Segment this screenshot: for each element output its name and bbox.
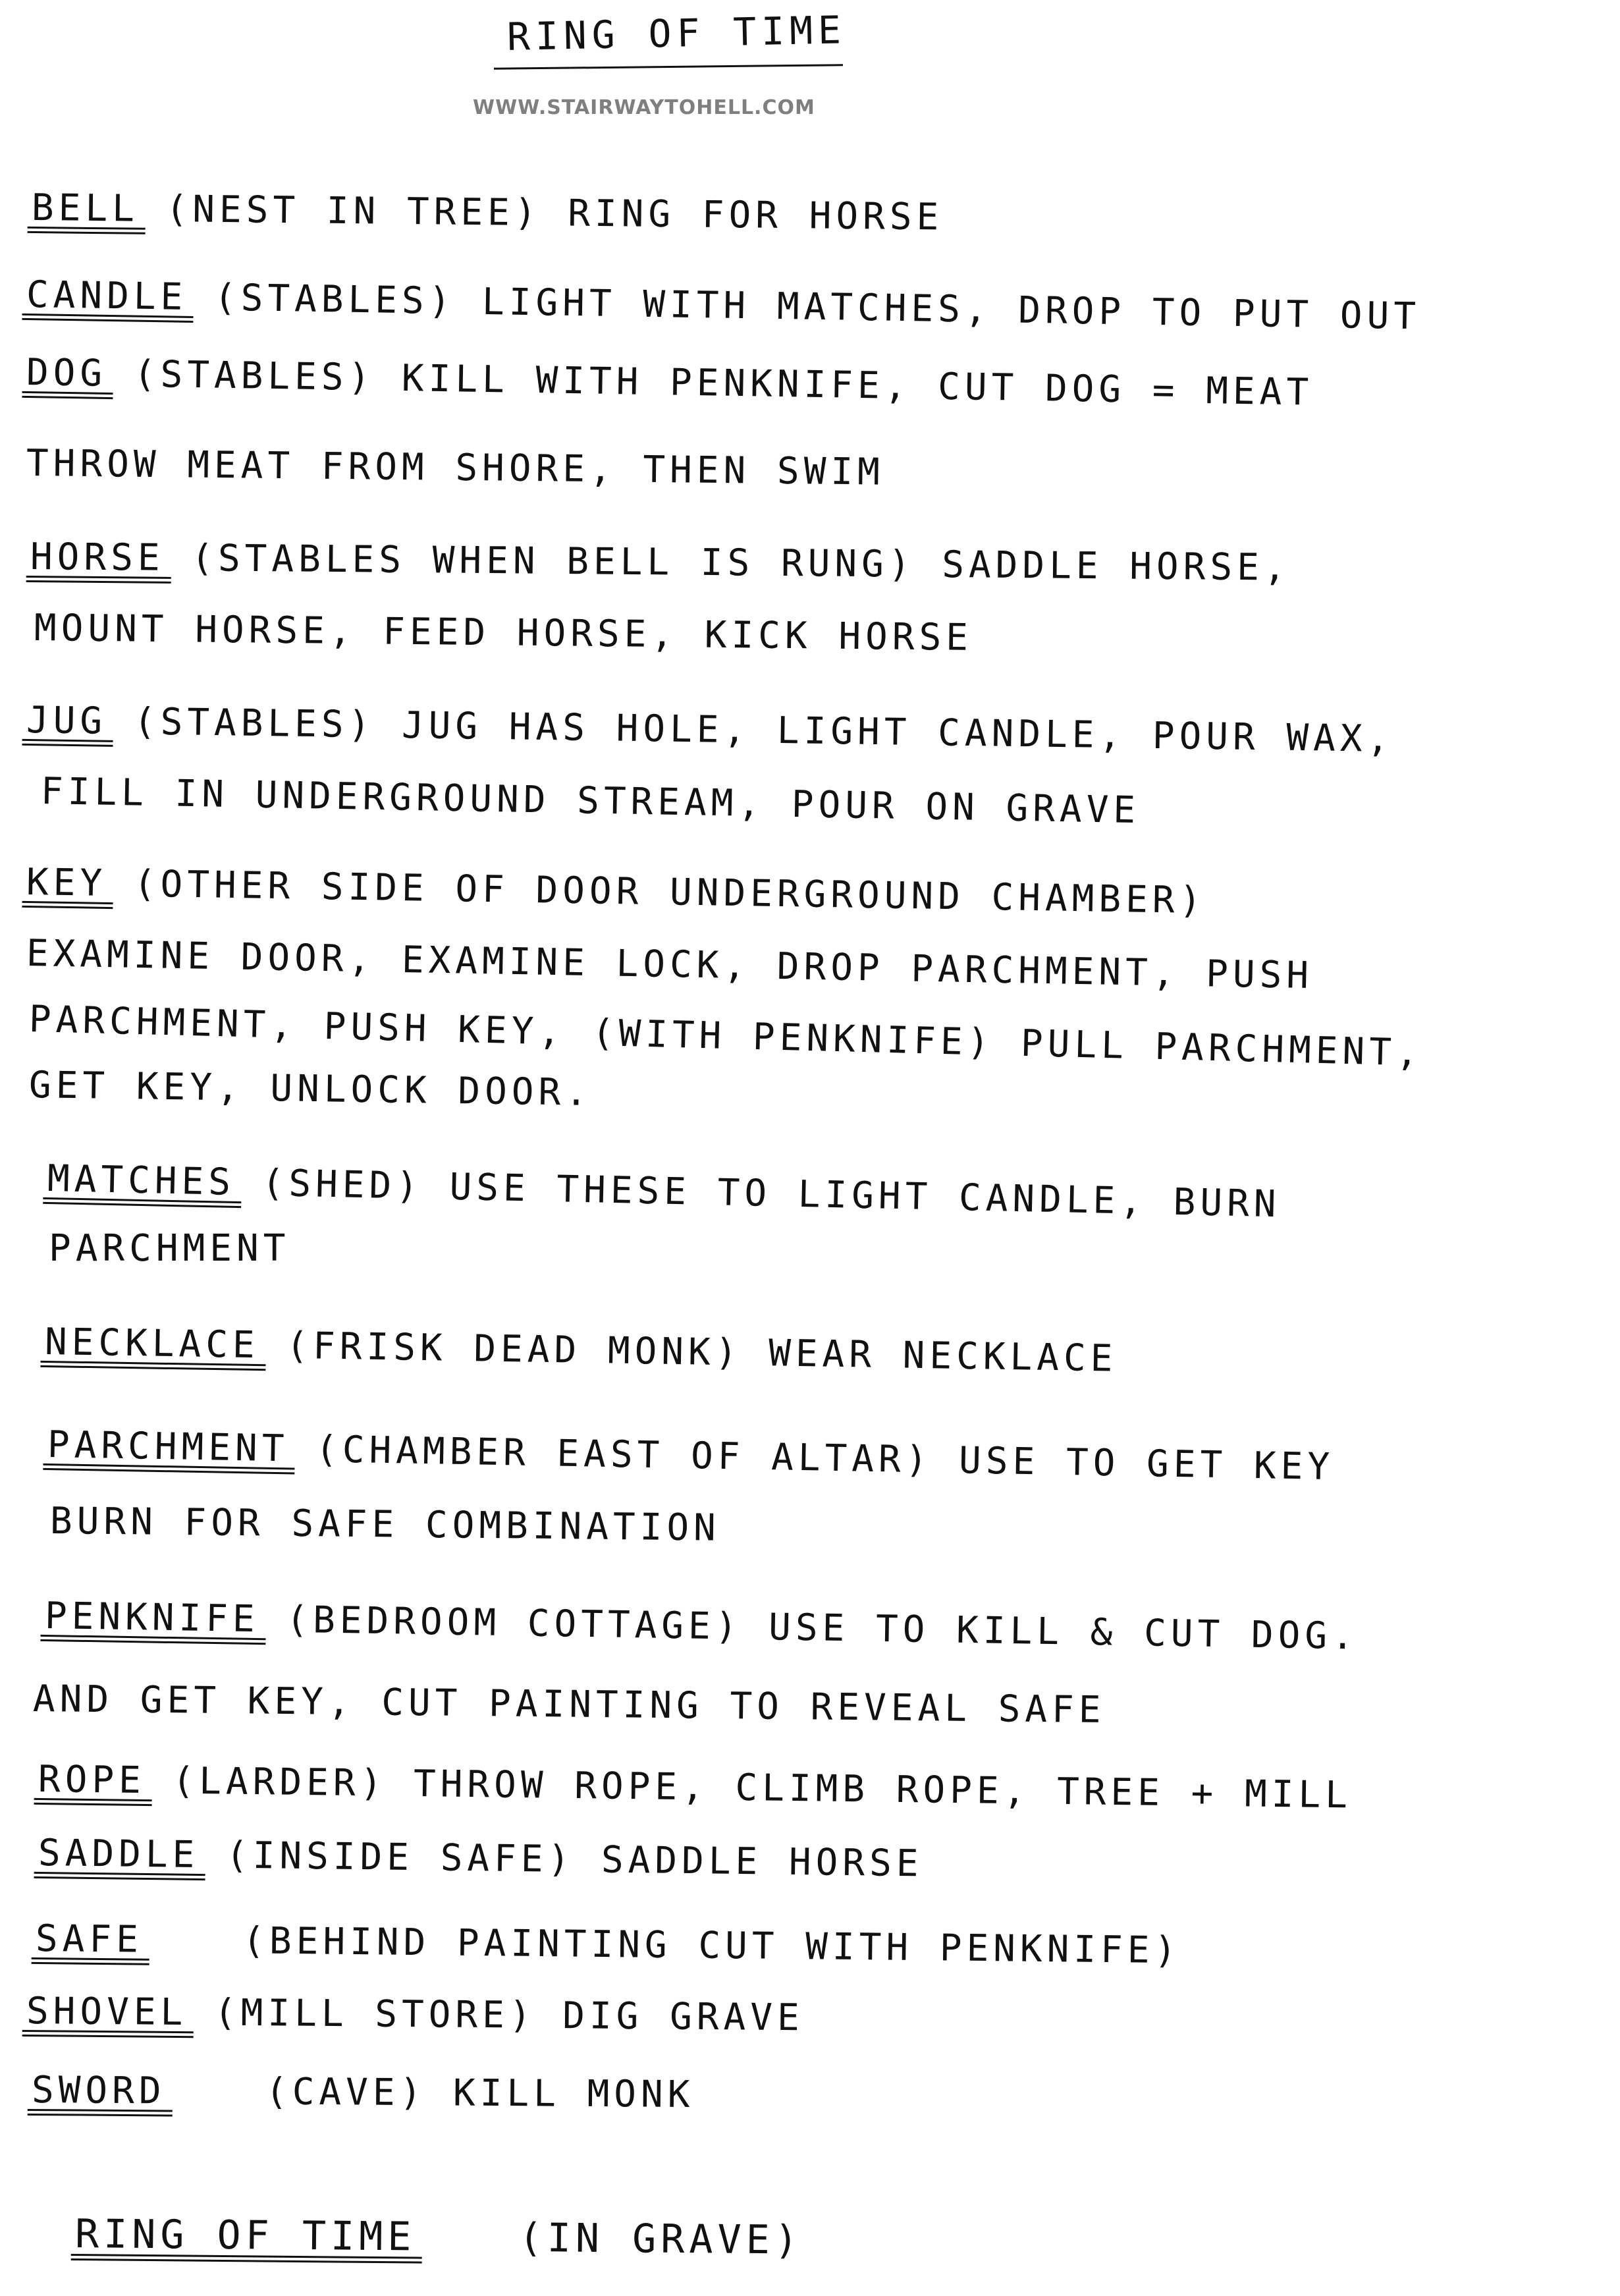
- entry-detail: (BEDROOM COTTAGE) USE TO KILL & CUT DOG.: [285, 1598, 1359, 1658]
- entry-detail: (SHED) USE THESE TO LIGHT CANDLE, BURN: [261, 1161, 1282, 1226]
- entry-term: RING OF TIME: [74, 2211, 416, 2260]
- website-watermark: WWW.STAIRWAYTOHELL.COM: [473, 96, 815, 119]
- entry-saddle: [38, 1832, 923, 1886]
- entry-rope: [38, 1758, 1353, 1817]
- entry-detail: (LARDER) THROW ROPE, CLIMB ROPE, TREE + MILL: [172, 1759, 1353, 1817]
- entry-dog-line-2: THROW MEAT FROM SHORE, THEN SWIM: [26, 442, 885, 494]
- entry-term: ROPE: [38, 1758, 146, 1802]
- entry-key-line-3: PARCHMENT, PUSH KEY, (WITH PENKNIFE) PULL PARCHMENT,: [28, 998, 1424, 1075]
- entry-detail: (STABLES) KILL WITH PENKNIFE, CUT DOG = MEAT: [133, 352, 1314, 414]
- entry-matches: [47, 1157, 1282, 1226]
- entry-bell: [31, 186, 944, 239]
- entry-key: [26, 861, 1206, 923]
- entry-horse: [30, 535, 1291, 589]
- entry-safe: [35, 1917, 1181, 1973]
- entry-parchment: [47, 1423, 1335, 1489]
- entry-detail: (CHAMBER EAST OF ALTAR) USE TO GET KEY: [315, 1428, 1335, 1489]
- entry-detail: (STABLES) JUG HAS HOLE, LIGHT CANDLE, POUR WAX,: [133, 700, 1394, 761]
- entry-term: HORSE: [30, 535, 165, 580]
- entry-key-line-4: GET KEY, UNLOCK DOOR.: [28, 1064, 593, 1114]
- entry-detail: (BEHIND PAINTING CUT WITH PENKNIFE): [242, 1919, 1181, 1973]
- entry-sword: [31, 2069, 695, 2117]
- entry-jug: [26, 699, 1394, 761]
- entry-ring-of-time: [74, 2211, 803, 2264]
- entry-penknife-line-2: AND GET KEY, CUT PAINTING TO REVEAL SAFE: [32, 1678, 1106, 1732]
- title-underline: [494, 64, 843, 70]
- entry-term: DOG: [26, 351, 107, 395]
- page-title: RING OF TIME: [506, 7, 847, 59]
- entry-detail: (CAVE) KILL MONK: [265, 2070, 695, 2117]
- entry-penknife: [44, 1595, 1359, 1658]
- entry-term: PENKNIFE: [44, 1595, 260, 1641]
- entry-parchment-line-2: BURN FOR SAFE COMBINATION: [49, 1500, 721, 1550]
- entry-detail: (OTHER SIDE OF DOOR UNDERGROUND CHAMBER): [133, 862, 1206, 923]
- entry-candle: [26, 273, 1421, 339]
- entry-term: MATCHES: [47, 1157, 236, 1204]
- entry-detail: (STABLES WHEN BELL IS RUNG) SADDLE HORSE,: [191, 537, 1291, 589]
- entry-key-line-2: EXAMINE DOOR, EXAMINE LOCK, DROP PARCHMENT, PUSH: [26, 932, 1314, 998]
- entry-term: SADDLE: [38, 1832, 200, 1876]
- entry-detail: (FRISK DEAD MONK) WEAR NECKLACE: [285, 1324, 1118, 1380]
- entry-horse-line-2: MOUNT HORSE, FEED HORSE, KICK HORSE: [34, 607, 973, 659]
- entry-term: JUG: [26, 699, 107, 743]
- entry-term: SAFE: [35, 1917, 144, 1961]
- entry-term: SWORD: [31, 2069, 166, 2113]
- entry-term: NECKLACE: [44, 1321, 260, 1367]
- entry-shovel: [26, 1990, 804, 2040]
- entry-detail: (IN GRAVE): [518, 2214, 803, 2264]
- entry-jug-line-2: FILL IN UNDERGROUND STREAM, POUR ON GRAVE: [40, 770, 1141, 833]
- entry-detail: (NEST IN TREE) RING FOR HORSE: [165, 188, 944, 239]
- entry-detail: (STABLES) LIGHT WITH MATCHES, DROP TO PUT OUT: [213, 276, 1421, 339]
- entry-term: BELL: [31, 186, 140, 231]
- entry-term: SHOVEL: [26, 1990, 188, 2035]
- entry-term: CANDLE: [26, 273, 188, 319]
- entry-detail: (INSIDE SAFE) SADDLE HORSE: [225, 1834, 923, 1886]
- entry-term: PARCHMENT: [47, 1423, 289, 1471]
- entry-dog: [26, 351, 1314, 414]
- entry-detail: (MILL STORE) DIG GRAVE: [213, 1991, 804, 2040]
- entry-necklace: [44, 1321, 1118, 1380]
- entry-term: KEY: [26, 861, 107, 905]
- entry-matches-line-2: PARCHMENT: [49, 1227, 290, 1270]
